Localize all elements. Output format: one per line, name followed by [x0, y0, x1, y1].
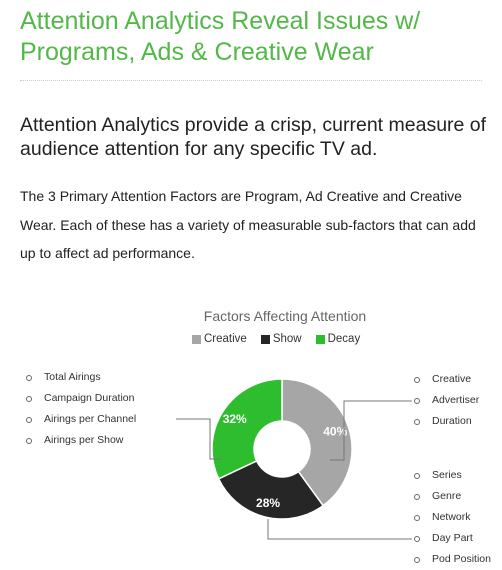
intro-subhead: Attention Analytics provide a crisp, current measure of audience attention for any specific TV ad. — [20, 114, 487, 160]
factor-label: Airings per Show — [44, 434, 124, 446]
legend-label-decay: Decay — [327, 333, 361, 345]
slice-label-show: 28% — [256, 496, 281, 511]
factor-label: Advertiser — [432, 394, 480, 406]
factor-label: Series — [432, 469, 462, 481]
slice-label-creative: 40% — [323, 424, 348, 439]
connector-line-3 — [268, 519, 412, 539]
intro-body: The 3 Primary Attention Factors are Program, Ad Creative and Creative Wear. Each of these has a variety of measurable sub-factors that can add up to affect ad performance. — [20, 188, 476, 261]
factor-label: Total Airings — [44, 371, 101, 383]
factor-label: Pod Position — [432, 553, 491, 565]
legend-label-creative: Creative — [204, 333, 247, 345]
page-title: Attention Analytics Reveal Issues w/ Programs, Ads & Creative Wear — [20, 7, 421, 66]
factor-label: Day Part — [432, 532, 473, 544]
factor-label: Duration — [432, 415, 472, 427]
factor-label: Campaign Duration — [44, 392, 135, 404]
factor-label: Airings per Channel — [44, 413, 137, 425]
factor-label: Network — [432, 511, 471, 523]
slice-label-decay: 32% — [222, 411, 247, 426]
factor-label: Genre — [432, 490, 462, 502]
legend-label-show: Show — [272, 333, 302, 345]
factor-label: Creative — [432, 373, 472, 385]
donut-slice-decay — [212, 379, 282, 479]
chart-title: Factors Affecting Attention — [203, 308, 367, 324]
